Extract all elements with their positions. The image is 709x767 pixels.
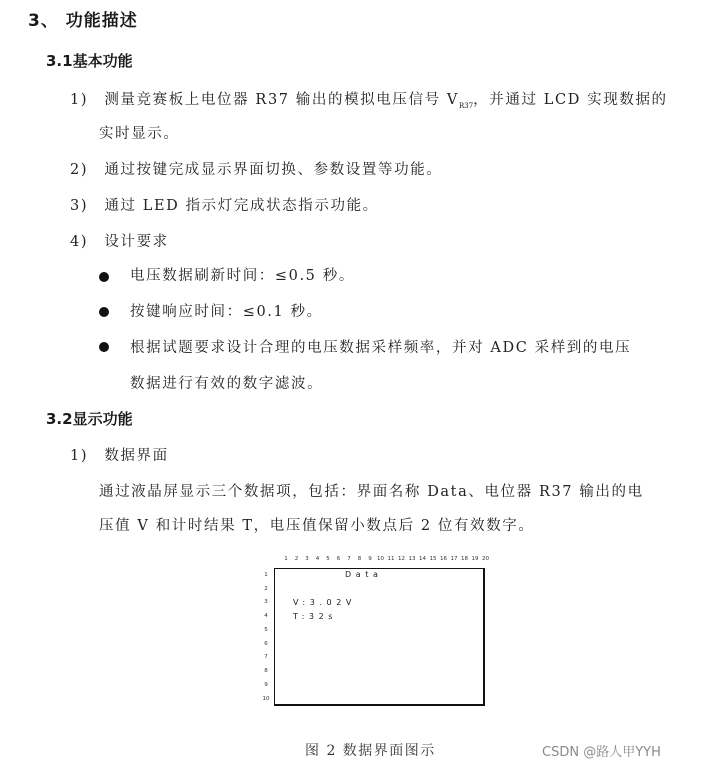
col-num: 18 <box>461 556 468 562</box>
lcd-row-1: Data <box>345 570 383 579</box>
lcd-row-4: T:32s <box>293 612 338 621</box>
col-num: 13 <box>408 556 416 562</box>
col-num: 12 <box>398 556 405 562</box>
col-num: 3 <box>305 556 309 562</box>
list-number: 1) <box>70 92 89 108</box>
list-text-tail: ，并通过 LCD 实现数据的 <box>473 92 668 108</box>
list-text: 通过按键完成显示界面切换、参数设置等功能。 <box>104 162 443 178</box>
list-text: 测量竞赛板上电位器 R37 输出的模拟电压信号 V <box>104 92 459 108</box>
row-num: 4 <box>264 613 268 619</box>
col-num: 10 <box>377 556 384 562</box>
list-item-2 <box>70 158 442 179</box>
lcd-row-3: V:3.02V <box>293 598 357 607</box>
row-num: 1 <box>264 572 268 578</box>
figure-caption: 图 2 数据界面图示 <box>305 743 436 759</box>
subscript: R37 <box>458 101 474 110</box>
list-text: 设计要求 <box>104 234 169 250</box>
list-number: 4) <box>70 234 89 250</box>
col-num: 17 <box>450 556 458 562</box>
bullet-icon <box>99 307 109 317</box>
col-num: 5 <box>326 556 330 562</box>
list-item-1-cont: 实时显示。 <box>99 126 180 142</box>
col-num: 4 <box>315 556 320 562</box>
col-num: 7 <box>347 556 351 562</box>
display-paragraph-line1: 通过液晶屏显示三个数据项，包括：界面名称 Data、电位器 R37 输出的电 <box>99 484 644 500</box>
col-num: 14 <box>419 556 426 562</box>
col-num: 9 <box>368 556 372 562</box>
subsection-title-basic: 3.1基本功能 <box>46 52 133 70</box>
lcd-figure <box>260 556 492 711</box>
column-numbers <box>281 556 493 566</box>
bullet-text-2: 按键响应时间：≤0.1 秒。 <box>130 304 323 320</box>
col-num: 16 <box>440 556 447 562</box>
list-item-3 <box>70 194 379 215</box>
col-num: 8 <box>357 556 362 562</box>
bullet-text-1: 电压数据刷新时间：≤0.5 秒。 <box>130 268 355 284</box>
col-num: 1 <box>284 556 288 562</box>
row-num: 10 <box>262 696 270 702</box>
row-num: 9 <box>264 682 268 688</box>
col-num: 15 <box>429 556 437 562</box>
row-num: 5 <box>264 627 268 633</box>
subsection-title-display: 3.2显示功能 <box>46 410 133 428</box>
row-num: 3 <box>264 599 268 605</box>
row-num: 6 <box>264 641 268 647</box>
display-item-1 <box>70 444 169 465</box>
col-num: 2 <box>294 556 299 562</box>
list-item-4 <box>70 230 169 251</box>
bullet-icon <box>99 342 109 352</box>
row-num: 7 <box>264 654 268 660</box>
col-num: 19 <box>471 556 479 562</box>
bullet-text-3-cont: 数据进行有效的数字滤波。 <box>130 376 324 392</box>
list-number: 2) <box>70 162 89 178</box>
list-text: 数据界面 <box>104 448 169 464</box>
section-title: 3、 功能描述 <box>28 11 138 31</box>
row-num: 8 <box>264 668 268 674</box>
bullet-icon <box>99 272 109 282</box>
watermark: CSDN @路人甲YYH <box>542 745 661 760</box>
col-num: 11 <box>387 556 395 562</box>
lcd-screen <box>274 568 485 706</box>
list-item-1 <box>70 88 668 110</box>
list-number: 3) <box>70 198 89 214</box>
display-paragraph-line2: 压值 V 和计时结果 T，电压值保留小数点后 2 位有效数字。 <box>99 518 535 534</box>
bullet-text-3: 根据试题要求设计合理的电压数据采样频率，并对 ADC 采样到的电压 <box>130 340 632 356</box>
list-text: 通过 LED 指示灯完成状态指示功能。 <box>104 198 379 214</box>
col-num: 20 <box>482 556 489 562</box>
list-number: 1) <box>70 448 89 464</box>
row-num: 2 <box>264 586 268 592</box>
col-num: 6 <box>336 556 341 562</box>
